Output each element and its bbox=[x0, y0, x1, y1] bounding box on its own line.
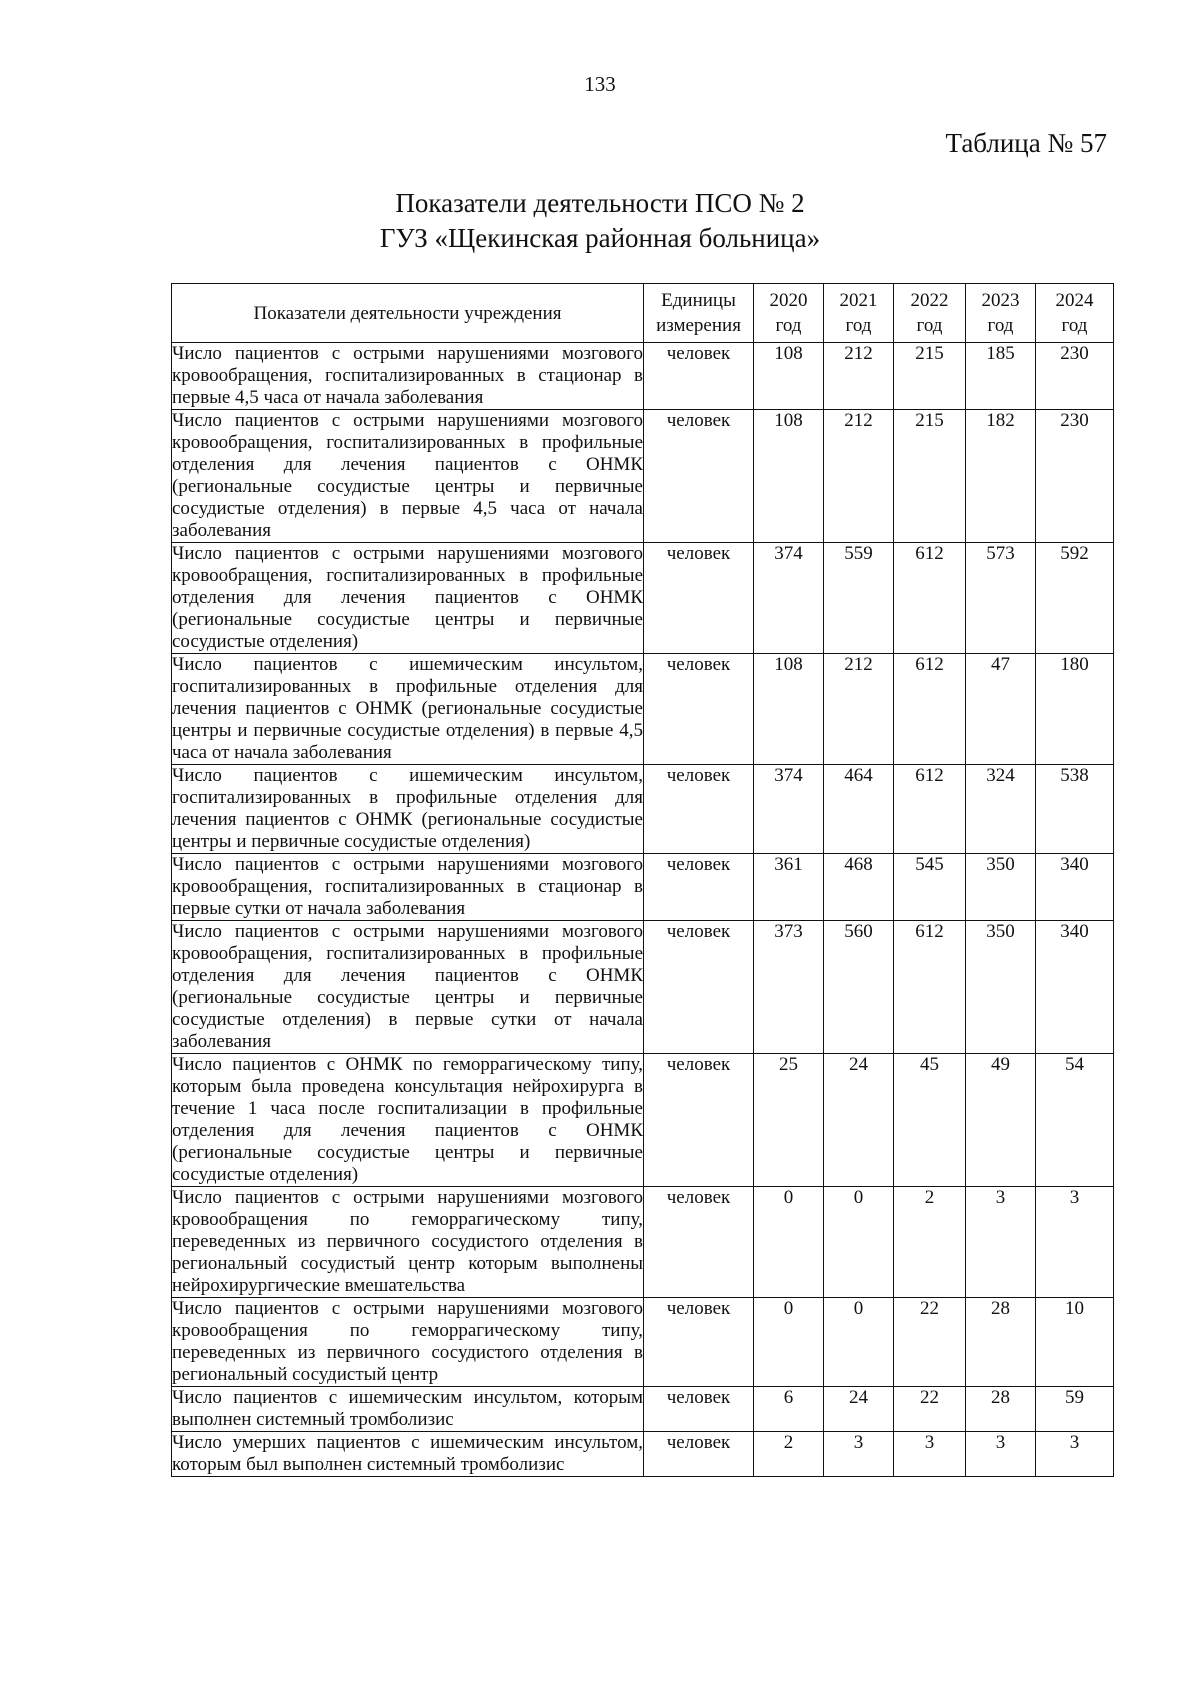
unit-cell: человек bbox=[644, 921, 754, 1054]
header-year: 2023 bbox=[981, 290, 1020, 311]
value-cell-2024: 230 bbox=[1036, 343, 1114, 410]
value-cell-2020: 108 bbox=[754, 343, 824, 410]
page-title bbox=[0, 186, 1200, 256]
unit-cell: человек bbox=[644, 1187, 754, 1298]
header-year-suffix: год bbox=[845, 315, 872, 336]
title-line-1: Показатели деятельности ПСО № 2 bbox=[395, 188, 805, 218]
header-year-suffix: год bbox=[775, 315, 802, 336]
header-year-2024 bbox=[1036, 284, 1114, 343]
unit-cell: человек bbox=[644, 654, 754, 765]
value-cell-2022: 45 bbox=[894, 1054, 966, 1187]
indicator-cell: Число пациентов с ишемическим инсультом, госпитализированных в профильные отделения для лечения пациентов с ОНМК (региональные сосудистые центры и первичные сосудистые отделения) bbox=[172, 765, 643, 852]
header-unit-line-1: Единицы bbox=[661, 290, 736, 311]
value-cell-2023: 3 bbox=[966, 1432, 1036, 1477]
table-row bbox=[172, 765, 1114, 854]
header-row bbox=[172, 284, 1114, 343]
unit-cell: человек bbox=[644, 543, 754, 654]
table-row bbox=[172, 654, 1114, 765]
value-cell-2021: 24 bbox=[824, 1387, 894, 1432]
unit-cell: человек bbox=[644, 1054, 754, 1187]
indicator-cell: Число пациентов с острыми нарушениями мозгового кровообращения по геморрагическому типу, переведенных из первичного сосудистого отделения в региональный сосудистый центр bbox=[172, 1298, 643, 1385]
unit-cell: человек bbox=[644, 1387, 754, 1432]
value-cell-2024: 3 bbox=[1036, 1432, 1114, 1477]
value-cell-2022: 612 bbox=[894, 921, 966, 1054]
header-unit-line-2: измерения bbox=[656, 315, 741, 336]
value-cell-2023: 47 bbox=[966, 654, 1036, 765]
value-cell-2021: 212 bbox=[824, 343, 894, 410]
header-year: 2024 bbox=[1055, 290, 1094, 311]
unit-cell: человек bbox=[644, 1298, 754, 1387]
header-year-2021 bbox=[824, 284, 894, 343]
value-cell-2021: 3 bbox=[824, 1432, 894, 1477]
value-cell-2024: 592 bbox=[1036, 543, 1114, 654]
value-cell-2023: 350 bbox=[966, 854, 1036, 921]
value-cell-2023: 350 bbox=[966, 921, 1036, 1054]
value-cell-2022: 612 bbox=[894, 765, 966, 854]
header-year-2020 bbox=[754, 284, 824, 343]
indicator-cell: Число пациентов с острыми нарушениями мозгового кровообращения, госпитализированных в стационар в первые сутки от начала заболевания bbox=[172, 854, 643, 919]
table-number: Таблица № 57 bbox=[945, 128, 1107, 158]
indicator-cell: Число умерших пациентов с ишемическим инсультом, которым был выполнен системный тромболизис bbox=[172, 1432, 643, 1475]
unit-cell: человек bbox=[644, 410, 754, 543]
value-cell-2022: 2 bbox=[894, 1187, 966, 1298]
header-indicator: Показатели деятельности учреждения bbox=[172, 284, 644, 343]
table-row bbox=[172, 343, 1114, 410]
header-year-suffix: год bbox=[916, 315, 943, 336]
value-cell-2024: 59 bbox=[1036, 1387, 1114, 1432]
value-cell-2022: 612 bbox=[894, 654, 966, 765]
value-cell-2022: 612 bbox=[894, 543, 966, 654]
value-cell-2021: 560 bbox=[824, 921, 894, 1054]
value-cell-2020: 0 bbox=[754, 1298, 824, 1387]
table-row bbox=[172, 1187, 1114, 1298]
indicator-cell: Число пациентов с острыми нарушениями мозгового кровообращения, госпитализированных в стационар в первые 4,5 часа от начала заболевания bbox=[172, 343, 643, 408]
value-cell-2022: 215 bbox=[894, 343, 966, 410]
table-row bbox=[172, 1432, 1114, 1477]
value-cell-2020: 108 bbox=[754, 410, 824, 543]
header-year: 2020 bbox=[769, 290, 808, 311]
value-cell-2022: 545 bbox=[894, 854, 966, 921]
header-year-2023 bbox=[966, 284, 1036, 343]
value-cell-2022: 22 bbox=[894, 1298, 966, 1387]
table-row bbox=[172, 1298, 1114, 1387]
table-row bbox=[172, 410, 1114, 543]
value-cell-2023: 28 bbox=[966, 1298, 1036, 1387]
value-cell-2023: 324 bbox=[966, 765, 1036, 854]
value-cell-2020: 2 bbox=[754, 1432, 824, 1477]
value-cell-2022: 3 bbox=[894, 1432, 966, 1477]
table-row bbox=[172, 854, 1114, 921]
value-cell-2020: 373 bbox=[754, 921, 824, 1054]
unit-cell: человек bbox=[644, 765, 754, 854]
indicator-cell: Число пациентов с ишемическим инсультом, которым выполнен системный тромболизис bbox=[172, 1387, 643, 1430]
value-cell-2024: 10 bbox=[1036, 1298, 1114, 1387]
header-year-suffix: год bbox=[987, 315, 1014, 336]
header-year-suffix: год bbox=[1061, 315, 1088, 336]
value-cell-2024: 538 bbox=[1036, 765, 1114, 854]
indicator-cell: Число пациентов с острыми нарушениями мозгового кровообращения, госпитализированных в профильные отделения для лечения пациентов с ОНМК (региональные сосудистые центры и первичные сосудистые отделения) в первые сутки от начала заболевания bbox=[172, 921, 643, 1052]
value-cell-2023: 49 bbox=[966, 1054, 1036, 1187]
indicator-cell: Число пациентов с ишемическим инсультом, госпитализированных в профильные отделения для лечения пациентов с ОНМК (региональные сосудистые центры и первичные сосудистые отделения) в первые 4,5 часа от начала заболевания bbox=[172, 654, 643, 763]
value-cell-2024: 3 bbox=[1036, 1187, 1114, 1298]
header-year: 2022 bbox=[910, 290, 949, 311]
indicator-cell: Число пациентов с острыми нарушениями мозгового кровообращения, госпитализированных в профильные отделения для лечения пациентов с ОНМК (региональные сосудистые центры и первичные сосудистые отделения) в первые 4,5 часа от начала заболевания bbox=[172, 410, 643, 541]
value-cell-2023: 28 bbox=[966, 1387, 1036, 1432]
header-year-2022 bbox=[894, 284, 966, 343]
indicators-table bbox=[171, 283, 1114, 1477]
value-cell-2021: 212 bbox=[824, 410, 894, 543]
indicator-cell: Число пациентов с острыми нарушениями мозгового кровообращения по геморрагическому типу, переведенных из первичного сосудистого отделения в региональный сосудистый центр которым выполнены нейрохирургические вмешательства bbox=[172, 1187, 643, 1296]
value-cell-2023: 3 bbox=[966, 1187, 1036, 1298]
value-cell-2023: 185 bbox=[966, 343, 1036, 410]
value-cell-2021: 212 bbox=[824, 654, 894, 765]
table-row bbox=[172, 1387, 1114, 1432]
value-cell-2021: 468 bbox=[824, 854, 894, 921]
indicator-cell: Число пациентов с ОНМК по геморрагическому типу, которым была проведена консультация нейрохирурга в течение 1 часа после госпитализации в профильные отделения для лечения пациентов с ОНМК (региональные сосудистые центры и первичные сосудистые отделения) bbox=[172, 1054, 643, 1185]
value-cell-2021: 0 bbox=[824, 1187, 894, 1298]
value-cell-2024: 180 bbox=[1036, 654, 1114, 765]
value-cell-2023: 182 bbox=[966, 410, 1036, 543]
table-row bbox=[172, 1054, 1114, 1187]
page-number: 133 bbox=[584, 72, 616, 96]
value-cell-2021: 24 bbox=[824, 1054, 894, 1187]
value-cell-2020: 6 bbox=[754, 1387, 824, 1432]
value-cell-2020: 0 bbox=[754, 1187, 824, 1298]
value-cell-2022: 22 bbox=[894, 1387, 966, 1432]
table-row bbox=[172, 921, 1114, 1054]
value-cell-2020: 374 bbox=[754, 765, 824, 854]
value-cell-2020: 361 bbox=[754, 854, 824, 921]
value-cell-2023: 573 bbox=[966, 543, 1036, 654]
unit-cell: человек bbox=[644, 854, 754, 921]
value-cell-2022: 215 bbox=[894, 410, 966, 543]
value-cell-2024: 230 bbox=[1036, 410, 1114, 543]
value-cell-2024: 340 bbox=[1036, 921, 1114, 1054]
value-cell-2021: 0 bbox=[824, 1298, 894, 1387]
indicator-cell: Число пациентов с острыми нарушениями мозгового кровообращения, госпитализированных в профильные отделения для лечения пациентов с ОНМК (региональные сосудистые центры и первичные сосудистые отделения) bbox=[172, 543, 643, 652]
title-line-2: ГУЗ «Щекинская районная больница» bbox=[379, 223, 821, 253]
table-row bbox=[172, 543, 1114, 654]
value-cell-2020: 25 bbox=[754, 1054, 824, 1187]
unit-cell: человек bbox=[644, 343, 754, 410]
value-cell-2020: 108 bbox=[754, 654, 824, 765]
header-unit bbox=[644, 284, 754, 343]
value-cell-2021: 559 bbox=[824, 543, 894, 654]
value-cell-2024: 54 bbox=[1036, 1054, 1114, 1187]
header-year: 2021 bbox=[839, 290, 878, 311]
value-cell-2021: 464 bbox=[824, 765, 894, 854]
value-cell-2024: 340 bbox=[1036, 854, 1114, 921]
unit-cell: человек bbox=[644, 1432, 754, 1477]
value-cell-2020: 374 bbox=[754, 543, 824, 654]
